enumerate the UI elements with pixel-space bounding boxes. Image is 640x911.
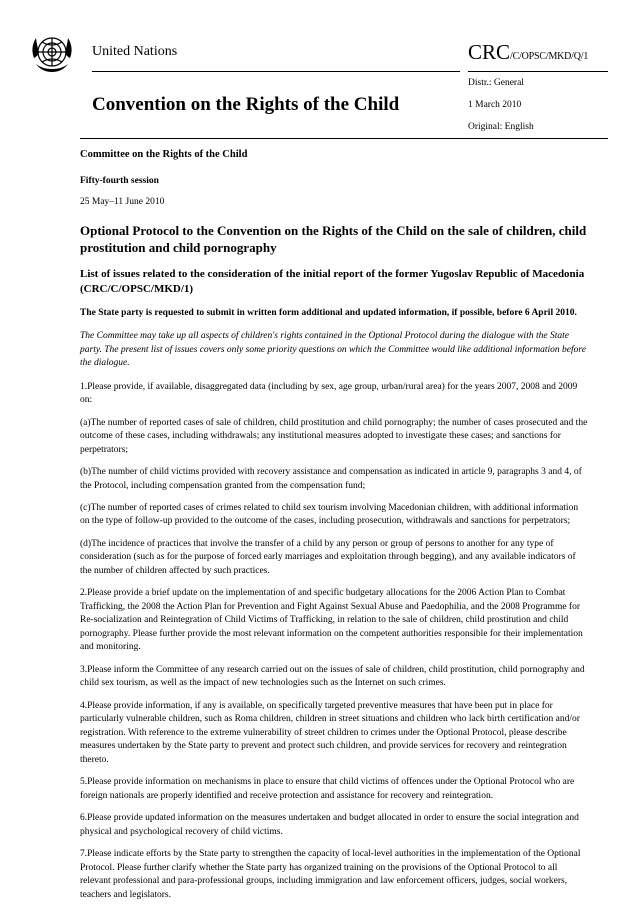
paragraph-2: 2.Please provide a brief update on the implementation of and specific budgetary allocations for the 2006 Action Plan to Combat Trafficking, the 2008 the Action Plan for Prevention and Fight Against Sexual Abuse and Paedophilia, and the 2008 Programme for Re-socialization and Reintegration of Child Victims of Trafficking, in relation to the sale of children, child prostitution and child pornography. Please further provide the most relevant information on the competent authorities responsible for their implementation and monitoring.: [80, 588, 583, 653]
document-symbol-main: CRC: [468, 40, 511, 64]
document-body: [80, 148, 588, 911]
header-divider-right: [468, 71, 608, 72]
issue-date: 1 March 2010: [468, 100, 522, 110]
committee-note: The Committee may take up all aspects of children's rights contained in the Optional Protocol during the dialogue with the State party. The present list of issues covers only some priority questions on which the Committee would like additional information before the dialogue.: [80, 331, 586, 369]
organization-name: United Nations: [92, 44, 178, 59]
submission-request: The State party is requested to submit in written form additional and updated information, if possible, before 6 April 2010.: [80, 307, 577, 318]
document-symbol: [468, 40, 588, 65]
paragraph-1: 1.Please provide, if available, disaggregated data (including by sex, age group, urban/rural area) for the years 2007, 2008 and 2009 on:: [80, 381, 578, 406]
distribution: Distr.: General: [468, 78, 524, 88]
paragraph-4: 4.Please provide information, if any is available, on specifically targeted preventive measures that have been put in place for particularly vulnerable children, such as Roma children, children in street situations and children who lack birth certification and/or registration. With reference to the extreme vulnerability of street children to crimes under the Optional Protocol, please describe measures undertaken by the State party to prevent and protect such children, and provide services for recovery and reintegration thereto.: [80, 700, 580, 765]
session-label: Fifty-fourth session: [80, 175, 159, 186]
document-symbol-sub: /C/OPSC/MKD/Q/1: [510, 51, 589, 62]
committee-name: Committee on the Rights of the Child: [80, 149, 248, 160]
header-bottom-rule: [80, 138, 608, 139]
paragraph-7: 7.Please indicate efforts by the State party to strengthen the capacity of local-level authorities in the implementation of the Optional Protocol. Please further clarify whether the State party has organized training on the provisions of the Optional Protocol to all relevant professional and para-professional groups, including immigration and law enforcement officers, judges, social workers, teachers and legislators.: [80, 849, 581, 900]
document-title: Convention on the Rights of the Child: [92, 94, 400, 115]
document-header: [0, 0, 640, 140]
session-dates: 25 May–11 June 2010: [80, 197, 165, 208]
paragraph-1c: (c)The number of reported cases of crimes related to child sex tourism involving Macedonian children, with additional information on the type of follow-up provided to the outcome of the cases, including prosecution, withdrawals and sanctions for perpetrators;: [80, 502, 579, 527]
original-language: Original: English: [468, 122, 534, 132]
paragraph-3: 3.Please inform the Committee of any research carried out on the issues of sale of children, child prostitution, child pornography and child sex tourism, as well as the impact of new technologies such as the Internet on such crimes.: [80, 664, 585, 689]
protocol-title: Optional Protocol to the Convention on the Rights of the Child on the sale of children, child prostitution and child pornography: [80, 222, 587, 256]
un-emblem-icon: [28, 28, 76, 76]
paragraph-5: 5.Please provide information on mechanisms in place to ensure that child victims of offences under the Optional Protocol who are foreign nationals are properly identified and receive protection and assistance for recovery and reintegration.: [80, 777, 575, 801]
paragraph-6: 6.Please provide updated information on the measures undertaken and budget allocated in order to ensure the social integration and physical and psychological recovery of child victims.: [80, 813, 579, 837]
list-of-issues-title: List of issues related to the consideration of the initial report of the former Yugoslav Republic of Macedonia (CRC/C/OPSC/MKD/1): [80, 267, 585, 295]
paragraph-1b: (b)The number of child victims provided with recovery assistance and compensation as indicated in article 9, paragraphs 3 and 4, of the Protocol, including compensation granted from the compensation fund;: [80, 467, 582, 491]
header-divider: [92, 71, 460, 72]
paragraph-1d: (d)The incidence of practices that involve the transfer of a child by any person or group of persons to another for any type of consideration (such as for the purpose of forced early marriages and exploitation through begging), and any available indicators of the number of children affected by such practices.: [80, 538, 576, 576]
paragraph-1a: (a)The number of reported cases of sale of children, child prostitution and child pornography; the number of cases prosecuted and the outcome of these cases, including withdrawals; any institutional measures adopted to investigate these cases; and sanctions for perpetrators;: [80, 417, 588, 455]
